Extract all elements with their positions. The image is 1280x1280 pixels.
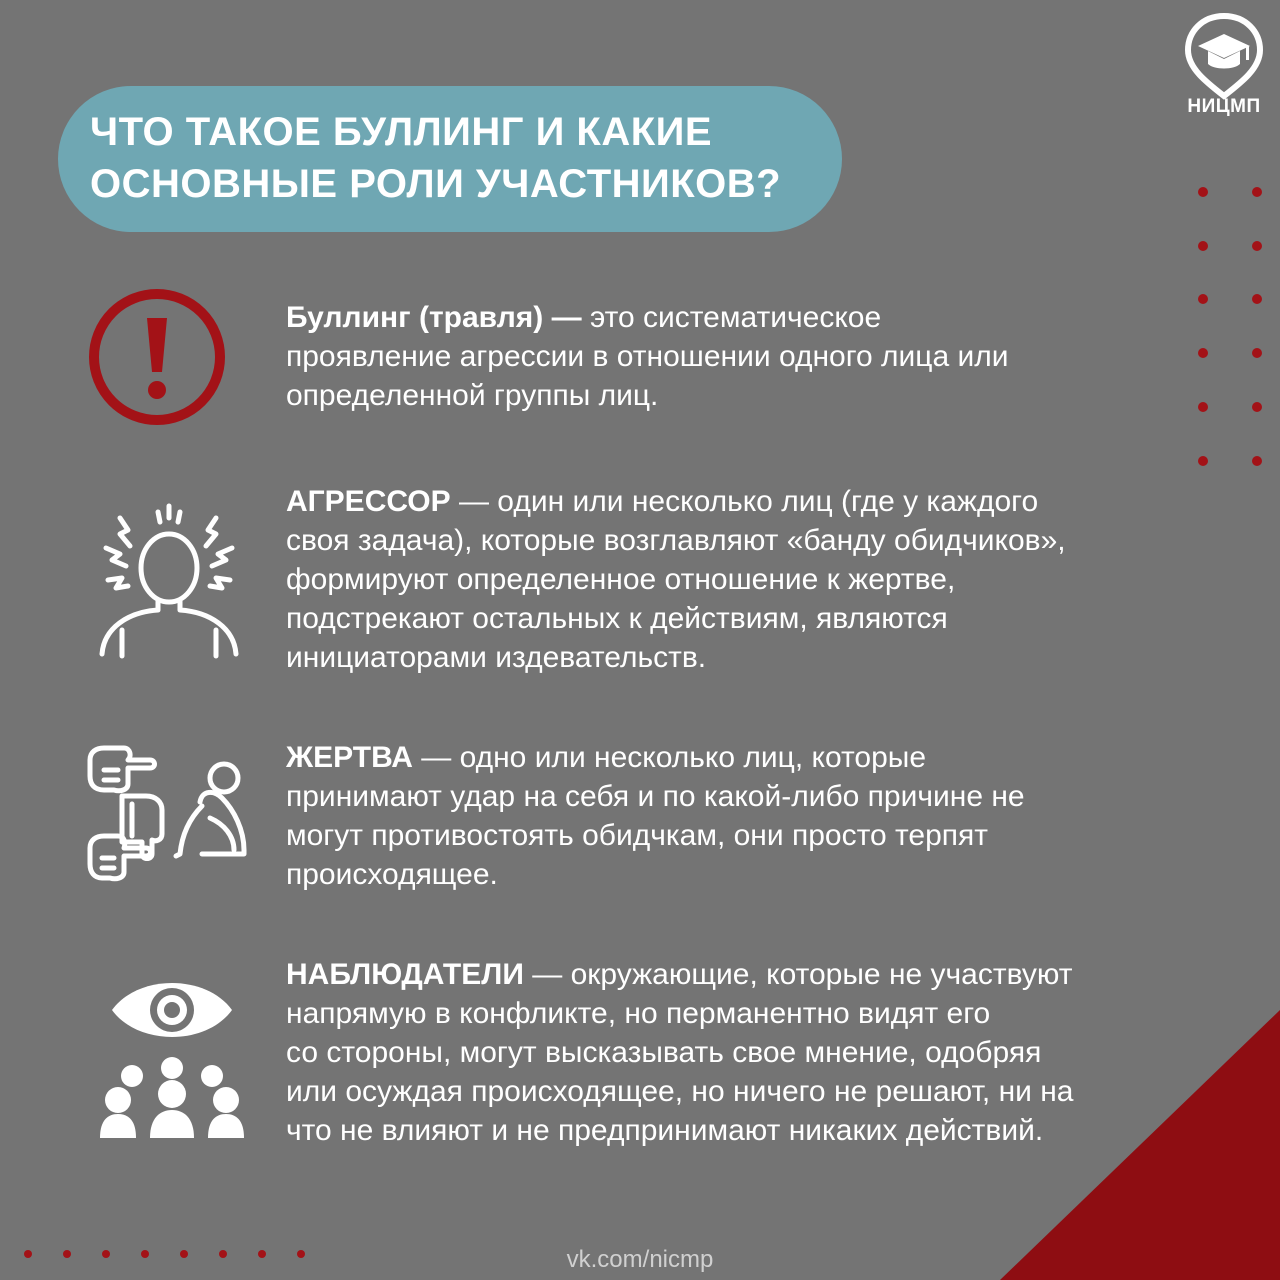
- logo-text: НИЦМП: [1187, 96, 1261, 117]
- decorative-dot-row: [18, 1244, 328, 1264]
- section-bullying-line: это систематическое: [589, 301, 882, 334]
- section-observers: [286, 955, 1186, 1150]
- map-pin-graduation-cap-icon: [1176, 10, 1272, 100]
- term-victim: ЖЕРТВА: [286, 741, 413, 774]
- section-observers-line: напрямую в конфликте, но перманентно видят его: [286, 997, 991, 1030]
- term-observers: НАБЛЮДАТЕЛИ: [286, 958, 524, 991]
- section-aggressor-line: — один или несколько лиц (где у каждого: [458, 485, 1039, 518]
- decorative-dot-grid: [1190, 180, 1270, 480]
- section-observers-line: или осуждая происходящее, но ничего не решают, ни на: [286, 1075, 1074, 1108]
- section-observers-line: со стороны, могут высказывать свое мнение, одобряя: [286, 1036, 1042, 1069]
- title-line-1: ЧТО ТАКОЕ БУЛЛИНГ И КАКИЕ: [90, 110, 713, 154]
- section-observers-line: — окружающие, которые не участвуют: [532, 958, 1073, 991]
- section-victim-line: принимают удар на себя и по какой-либо причине не: [286, 780, 1025, 813]
- section-victim-line: могут противостоять обидчкам, они просто терпят: [286, 819, 989, 852]
- footer-url[interactable]: vk.com/nicmp: [566, 1246, 714, 1273]
- title-banner: [58, 86, 842, 232]
- term-aggressor: АГРЕССОР: [286, 485, 451, 518]
- section-aggressor-line: формируют определенное отношение к жертве,: [286, 563, 956, 596]
- section-aggressor-line: инициаторами издевательств.: [286, 641, 707, 674]
- section-bullying-line: определенной группы лиц.: [286, 379, 659, 412]
- term-bullying: Буллинг (травля) —: [286, 301, 582, 334]
- section-observers-line: что не влияют и не предпринимают никаких действий.: [286, 1114, 1044, 1147]
- section-bullying-line: проявление агрессии в отношении одного лица или: [286, 340, 1009, 373]
- stressed-person-icon: [98, 500, 240, 660]
- victim-pointing-hands-icon: [84, 744, 256, 884]
- section-aggressor-line: подстрекают остальных к действиям, являются: [286, 602, 948, 635]
- section-aggressor: [286, 482, 1186, 677]
- section-victim-line: происходящее.: [286, 858, 498, 891]
- section-bullying: [286, 298, 1186, 415]
- nicmp-logo: [1176, 10, 1272, 120]
- section-victim: [286, 738, 1186, 894]
- section-victim-line: — одно или несколько лиц, которые: [421, 741, 927, 774]
- section-aggressor-line: своя задача), которые возглавляют «банду обидчиков»,: [286, 524, 1066, 557]
- eye-crowd-icon: [98, 976, 246, 1140]
- title-line-2: ОСНОВНЫЕ РОЛИ УЧАСТНИКОВ?: [90, 162, 782, 206]
- exclamation-circle-icon: [86, 286, 228, 428]
